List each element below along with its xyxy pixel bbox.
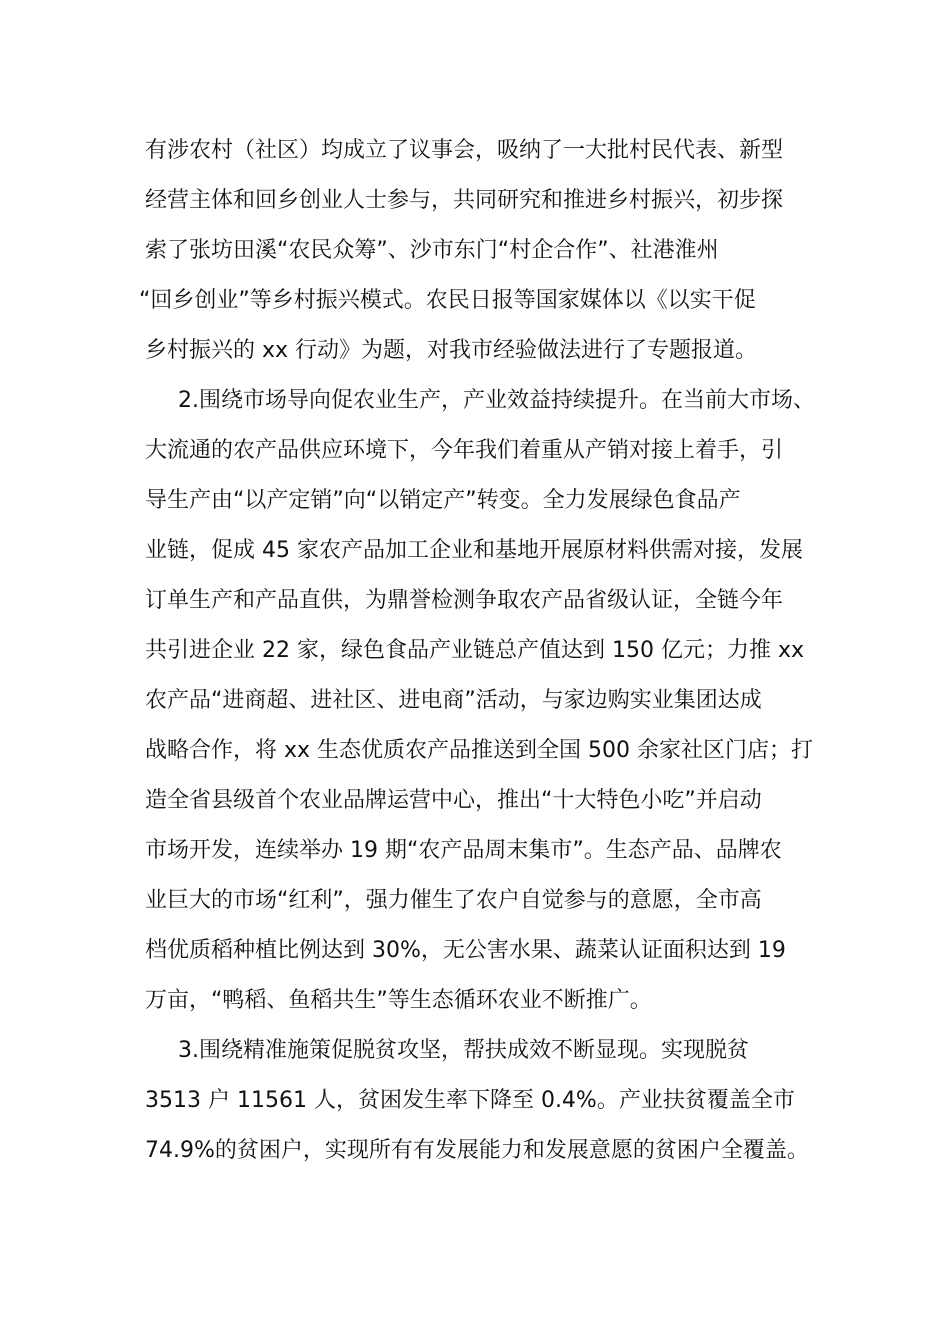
paragraph-2-line-12: 档优质稻种植比例达到 30%，无公害水果、蔬菜认证面积达到 19 xyxy=(145,938,786,963)
paragraph-2-line-11: 业巨大的市场“红利”，强力催生了农户自觉参与的意愿，全市高 xyxy=(145,888,762,913)
paragraph-3-line-2: 3513 户 11561 人，贫困发生率下降至 0.4%。产业扶贫覆盖全市 xyxy=(145,1088,795,1113)
paragraph-2-line-8: 战略合作，将 xx 生态优质农产品推送到全国 500 余家社区门店；打 xyxy=(145,738,814,763)
paragraph-2-line-4: 业链，促成 45 家农产品加工企业和基地开展原材料供需对接，发展 xyxy=(145,538,803,563)
paragraph-3-line-3: 74.9%的贫困户，实现所有有发展能力和发展意愿的贫困户全覆盖。 xyxy=(145,1138,809,1163)
paragraph-1-line-4: “回乡创业”等乡村振兴模式。农民日报等国家媒体以《以实干促 xyxy=(139,288,756,313)
paragraph-2-line-3: 导生产由“以产定销”向“以销定产”转变。全力发展绿色食品产 xyxy=(145,488,741,513)
paragraph-2-line-2: 大流通的农产品供应环境下，今年我们着重从产销对接上着手，引 xyxy=(145,438,784,463)
paragraph-1-line-1: 有涉农村（社区）均成立了议事会，吸纳了一大批村民代表、新型 xyxy=(145,138,784,163)
paragraph-2-line-13: 万亩，“鸭稻、鱼稻共生”等生态循环农业不断推广。 xyxy=(145,988,652,1013)
paragraph-1-line-3: 索了张坊田溪“农民众筹”、沙市东门“村企合作”、社港淮州 xyxy=(145,238,719,263)
paragraph-1-line-5: 乡村振兴的 xx 行动》为题，对我市经验做法进行了专题报道。 xyxy=(145,338,758,363)
paragraph-3-line-1: 3.围绕精准施策促脱贫攻坚，帮扶成效不断显现。实现脱贫 xyxy=(178,1038,749,1063)
paragraph-1-line-2: 经营主体和回乡创业人士参与，共同研究和推进乡村振兴，初步探 xyxy=(145,188,784,213)
paragraph-2-line-9: 造全省县级首个农业品牌运营中心，推出“十大特色小吃”并启动 xyxy=(145,788,762,813)
paragraph-2-line-6: 共引进企业 22 家，绿色食品产业链总产值达到 150 亿元；力推 xx xyxy=(145,638,804,663)
paragraph-2-line-7: 农产品“进商超、进社区、进电商”活动，与家边购实业集团达成 xyxy=(145,688,762,713)
paragraph-2-line-5: 订单生产和产品直供，为鼎誉检测争取农产品省级认证，全链今年 xyxy=(145,588,784,613)
paragraph-2-line-1: 2.围绕市场导向促农业生产，产业效益持续提升。在当前大市场、 xyxy=(178,388,815,413)
paragraph-2-line-10: 市场开发，连续举办 19 期“农产品周末集市”。生态产品、品牌农 xyxy=(145,838,782,863)
